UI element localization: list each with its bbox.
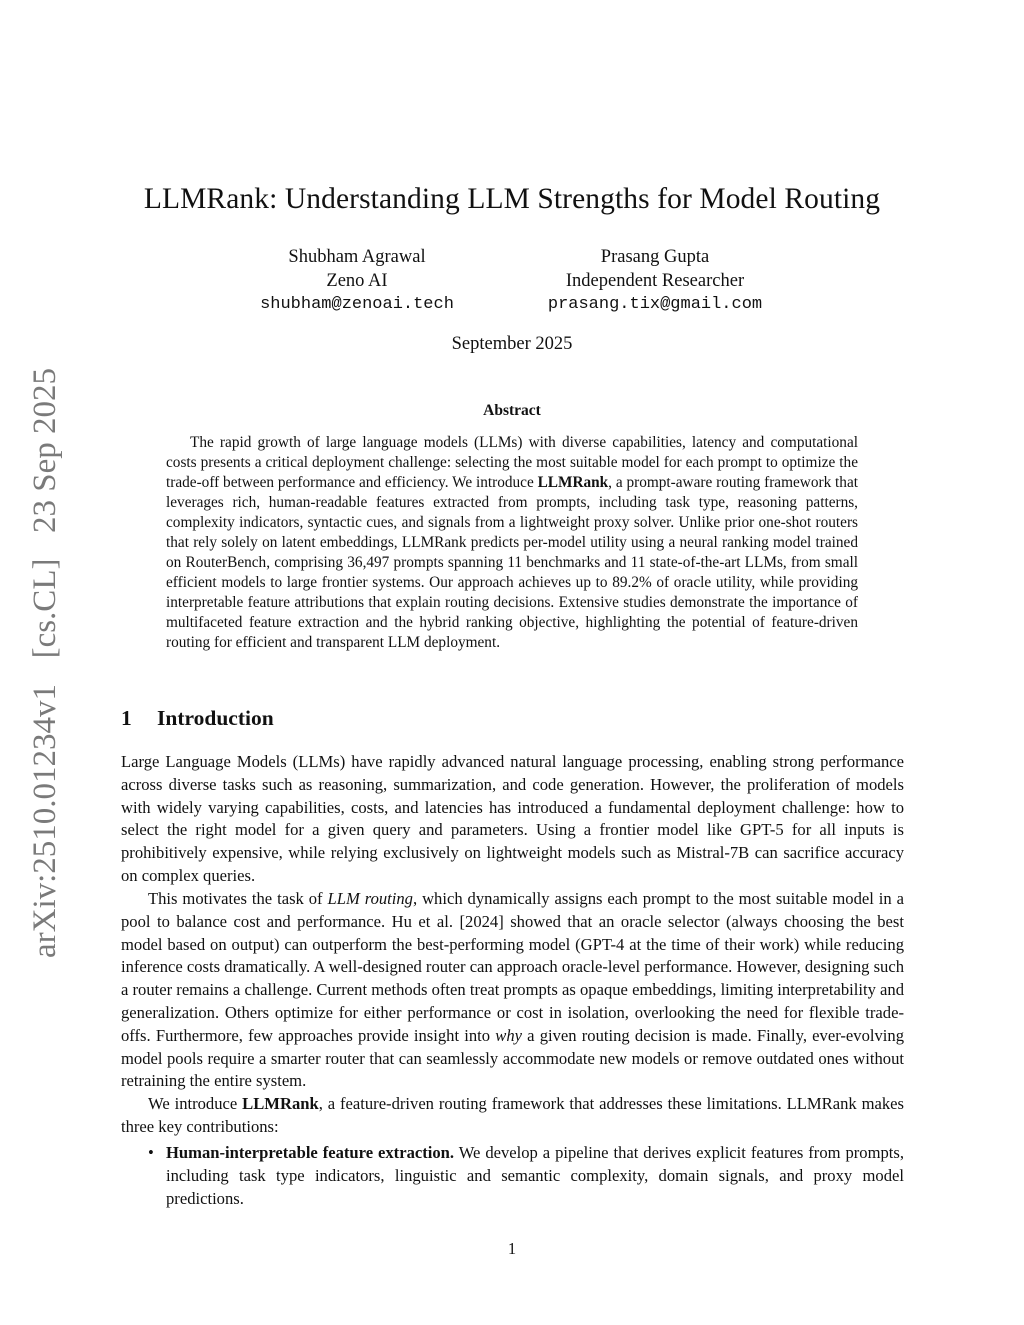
author-email: shubham@zenoai.tech: [260, 295, 454, 314]
arxiv-identifier-stamp: [22, 368, 68, 958]
author-affiliation: Zeno AI: [326, 271, 388, 291]
intro-paragraph-1: Large Language Models (LLMs) have rapidly advanced natural language processing, enabling strong performance across diverse tasks such as reasoning, summarization, and code generation. However, the proliferation of models with widely varying capabilities, costs, and latencies has introduced a fundamental deployment challenge: how to select the right model for a given query and parameters. Using a frontier model like GPT-5 for all inputs is prohibitively expensive, while relying exclusively on lightweight models such as Mistral-7B can sacrifice accuracy on complex queries.: [121, 752, 904, 885]
author-affiliation: Independent Researcher: [565, 271, 745, 291]
author-block-2: [510, 245, 800, 317]
arxiv-date: 23 Sep 2025: [26, 368, 63, 534]
author-name: Prasang Gupta: [600, 247, 710, 267]
paper-title: LLMRank: Understanding LLM Strengths for Model Routing: [143, 183, 881, 215]
intro-paragraph-3: We introduce LLMRank, a feature-driven routing framework that addresses these limitations. LLMRank makes three key contributions:: [121, 1094, 904, 1136]
abstract-text: The rapid growth of large language models (LLMs) with diverse capabilities, latency and computational costs presents a critical deployment challenge: selecting the most suitable model for each prompt to optimize the trade-off between performance and efficiency. We introduce LLMRank, a prompt-aware routing framework that leverages rich, human-readable features extracted from prompts, including task type, reasoning patterns, complexity indicators, syntactic cues, and signals from a lightweight proxy solver. Unlike prior one-shot routers that rely solely on latent embeddings, LLMRank predicts per-model utility using a neural ranking model trained on RouterBench, comprising 36,497 prompts spanning 11 benchmarks and 11 state-of-the-art LLMs, from small efficient models to large frontier systems. Our approach achieves up to 89.2% of oracle utility, while providing interpretable feature attributions that explain routing decisions. Extensive studies demonstrate the importance of multifaceted feature extraction and the hybrid ranking objective, highlighting the potential of feature-driven routing for efficient and transparent LLM deployment.: [166, 434, 858, 651]
emphasis-term: why: [495, 1025, 522, 1045]
list-item: • Human-interpretable feature extraction. We develop a pipeline that derives explicit features from prompts, including task type indicators, linguistic and semantic complexity, domain signals, and proxy model predictions.: [148, 1143, 904, 1208]
page-number: 1: [507, 1239, 517, 1258]
abstract-heading: Abstract: [483, 402, 541, 419]
author-email: prasang.tix@gmail.com: [547, 295, 763, 314]
contribution-title: Human-interpretable feature extraction.: [166, 1143, 455, 1162]
method-name: LLMRank: [242, 1094, 319, 1113]
abstract-method-name: LLMRank: [537, 474, 609, 491]
arxiv-category: [cs.CL]: [26, 558, 63, 659]
author-name: Shubham Agrawal: [288, 247, 426, 267]
contributions-list: [148, 1142, 904, 1210]
section-title: Introduction: [157, 706, 274, 730]
arxiv-id: arXiv:2510.01234v1: [26, 683, 63, 958]
author-block-1: [222, 245, 492, 317]
intro-paragraph-2: This motivates the task of LLM routing, which dynamically assigns each prompt to the most suitable model in a pool to balance cost and performance. Hu et al. [2024] showed that an oracle selector (always choosing the best model based on output) can outperform the best-performing model (GPT-4 at the time of their work) while reducing inference costs dramatically. A well-designed router can approach oracle-level performance. However, designing such a router remains a challenge. Current methods often treat prompts as opaque embeddings, limiting interpretability and generalization. Others optimize for either performance or cost in isolation, overlooking the need for flexible trade-offs. Furthermore, few approaches provide insight into why a given routing decision is made. Finally, ever-evolving model pools require a smarter router that can seamlessly accommodate new models or remove outdated ones without retraining the entire system.: [121, 889, 904, 1091]
emphasis-term: LLM routing: [327, 889, 413, 908]
bullet-marker: •: [148, 1143, 154, 1162]
section-number: 1: [121, 706, 132, 730]
publication-date: September 2025: [451, 334, 573, 354]
section-heading: [121, 706, 274, 731]
